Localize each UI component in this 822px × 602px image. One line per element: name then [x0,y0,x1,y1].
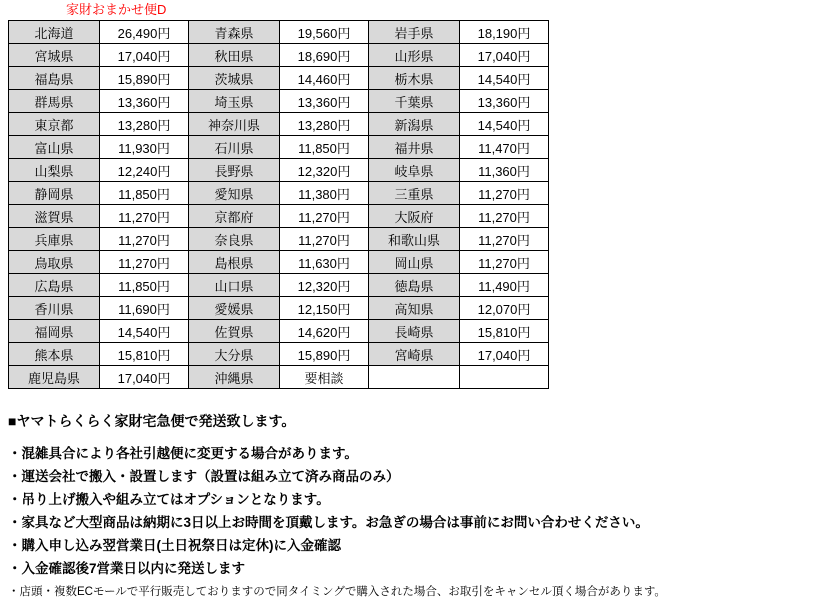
price-cell: 26,490円 [100,21,189,44]
price-cell: 要相談 [280,366,369,389]
table-row [9,136,549,159]
price-cell: 15,890円 [280,343,369,366]
price-cell: 11,270円 [100,205,189,228]
price-cell: 12,320円 [280,274,369,297]
prefecture-cell: 宮城県 [9,44,100,67]
price-cell: 12,240円 [100,159,189,182]
prefecture-cell: 山形県 [369,44,460,67]
prefecture-cell: 福島県 [9,67,100,90]
price-cell: 13,280円 [100,113,189,136]
price-cell: 11,690円 [100,297,189,320]
prefecture-cell: 秋田県 [189,44,280,67]
note-line: ・吊り上げ搬入や組み立てはオプションとなります。 [8,492,330,507]
prefecture-cell: 長野県 [189,159,280,182]
price-cell: 12,150円 [280,297,369,320]
page-title: 家財おまかせ便D [66,2,167,17]
price-cell: 13,360円 [280,90,369,113]
table-row [9,274,549,297]
prefecture-cell: 宮崎県 [369,343,460,366]
price-cell: 15,890円 [100,67,189,90]
price-cell: 11,630円 [280,251,369,274]
prefecture-cell: 熊本県 [9,343,100,366]
price-cell: 17,040円 [460,343,549,366]
prefecture-cell: 愛知県 [189,182,280,205]
price-cell: 11,270円 [100,228,189,251]
prefecture-cell: 鳥取県 [9,251,100,274]
prefecture-cell: 沖縄県 [189,366,280,389]
price-cell: 19,560円 [280,21,369,44]
table-row [9,44,549,67]
price-cell: 14,540円 [100,320,189,343]
price-cell: 11,270円 [280,205,369,228]
table-row [9,113,549,136]
price-cell: 11,850円 [100,182,189,205]
prefecture-cell: 鹿児島県 [9,366,100,389]
prefecture-cell: 高知県 [369,297,460,320]
table-body [9,21,549,389]
price-cell: 14,460円 [280,67,369,90]
price-cell: 11,470円 [460,136,549,159]
prefecture-cell: 大分県 [189,343,280,366]
prefecture-cell: 静岡県 [9,182,100,205]
prefecture-cell: 岩手県 [369,21,460,44]
prefecture-cell: 東京都 [9,113,100,136]
price-cell: 18,690円 [280,44,369,67]
price-cell: 11,270円 [460,251,549,274]
prefecture-cell: 奈良県 [189,228,280,251]
prefecture-cell: 長崎県 [369,320,460,343]
empty-cell [460,366,549,389]
prefecture-cell: 岡山県 [369,251,460,274]
table-row [9,343,549,366]
prefecture-cell: 茨城県 [189,67,280,90]
note-line: ・入金確認後7営業日以内に発送します [8,561,246,576]
note-line: ・混雑具合により各社引越便に変更する場合があります。 [8,446,358,461]
table-row [9,297,549,320]
price-cell: 11,380円 [280,182,369,205]
table-row [9,320,549,343]
prefecture-cell: 栃木県 [369,67,460,90]
prefecture-cell: 兵庫県 [9,228,100,251]
price-cell: 14,620円 [280,320,369,343]
price-cell: 14,540円 [460,113,549,136]
empty-cell [369,366,460,389]
price-cell: 18,190円 [460,21,549,44]
prefecture-cell: 北海道 [9,21,100,44]
price-cell: 11,270円 [280,228,369,251]
price-cell: 17,040円 [100,44,189,67]
note-line: ・購入申し込み翌営業日(土日祝祭日は定休)に入金確認 [8,538,341,553]
prefecture-cell: 佐賀県 [189,320,280,343]
note-line: ・家具など大型商品は納期に3日以上お時間を頂戴します。お急ぎの場合は事前にお問い合わせください。 [8,515,649,530]
prefecture-cell: 千葉県 [369,90,460,113]
table-row [9,366,549,389]
price-cell: 11,270円 [460,182,549,205]
table-row [9,90,549,113]
shipping-fee-table [8,20,549,389]
prefecture-cell: 和歌山県 [369,228,460,251]
prefecture-cell: 山口県 [189,274,280,297]
prefecture-cell: 神奈川県 [189,113,280,136]
table-row [9,159,549,182]
prefecture-cell: 山梨県 [9,159,100,182]
prefecture-cell: 京都府 [189,205,280,228]
notes-section [8,410,808,602]
price-cell: 11,270円 [100,251,189,274]
prefecture-cell: 青森県 [189,21,280,44]
price-cell: 11,930円 [100,136,189,159]
prefecture-cell: 埼玉県 [189,90,280,113]
price-cell: 12,320円 [280,159,369,182]
price-cell: 11,360円 [460,159,549,182]
table-row [9,21,549,44]
price-cell: 11,270円 [460,205,549,228]
price-cell: 17,040円 [100,366,189,389]
prefecture-cell: 三重県 [369,182,460,205]
price-cell: 13,360円 [460,90,549,113]
table-row [9,205,549,228]
price-cell: 11,490円 [460,274,549,297]
prefecture-cell: 石川県 [189,136,280,159]
table-row [9,251,549,274]
prefecture-cell: 福井県 [369,136,460,159]
table-row [9,67,549,90]
price-cell: 15,810円 [100,343,189,366]
price-cell: 11,270円 [460,228,549,251]
prefecture-cell: 愛媛県 [189,297,280,320]
prefecture-cell: 福岡県 [9,320,100,343]
price-cell: 13,360円 [100,90,189,113]
prefecture-cell: 広島県 [9,274,100,297]
prefecture-cell: 岐阜県 [369,159,460,182]
prefecture-cell: 島根県 [189,251,280,274]
price-cell: 17,040円 [460,44,549,67]
prefecture-cell: 香川県 [9,297,100,320]
price-cell: 14,540円 [460,67,549,90]
prefecture-cell: 群馬県 [9,90,100,113]
prefecture-cell: 滋賀県 [9,205,100,228]
note-footnote: ・店頭・複数ECモールで平行販売しておりますので同タイミングで購入された場合、お取引をキャンセル頂く場合があります。 [8,586,666,598]
price-cell: 15,810円 [460,320,549,343]
prefecture-cell: 徳島県 [369,274,460,297]
notes-heading: ■ヤマトらくらく家財宅急便で発送致します。 [8,413,296,429]
table-row [9,228,549,251]
price-cell: 11,850円 [100,274,189,297]
table-row [9,182,549,205]
price-cell: 13,280円 [280,113,369,136]
prefecture-cell: 大阪府 [369,205,460,228]
price-cell: 11,850円 [280,136,369,159]
prefecture-cell: 富山県 [9,136,100,159]
price-cell: 12,070円 [460,297,549,320]
note-line: ・運送会社で搬入・設置します（設置は組み立て済み商品のみ） [8,469,400,484]
prefecture-cell: 新潟県 [369,113,460,136]
